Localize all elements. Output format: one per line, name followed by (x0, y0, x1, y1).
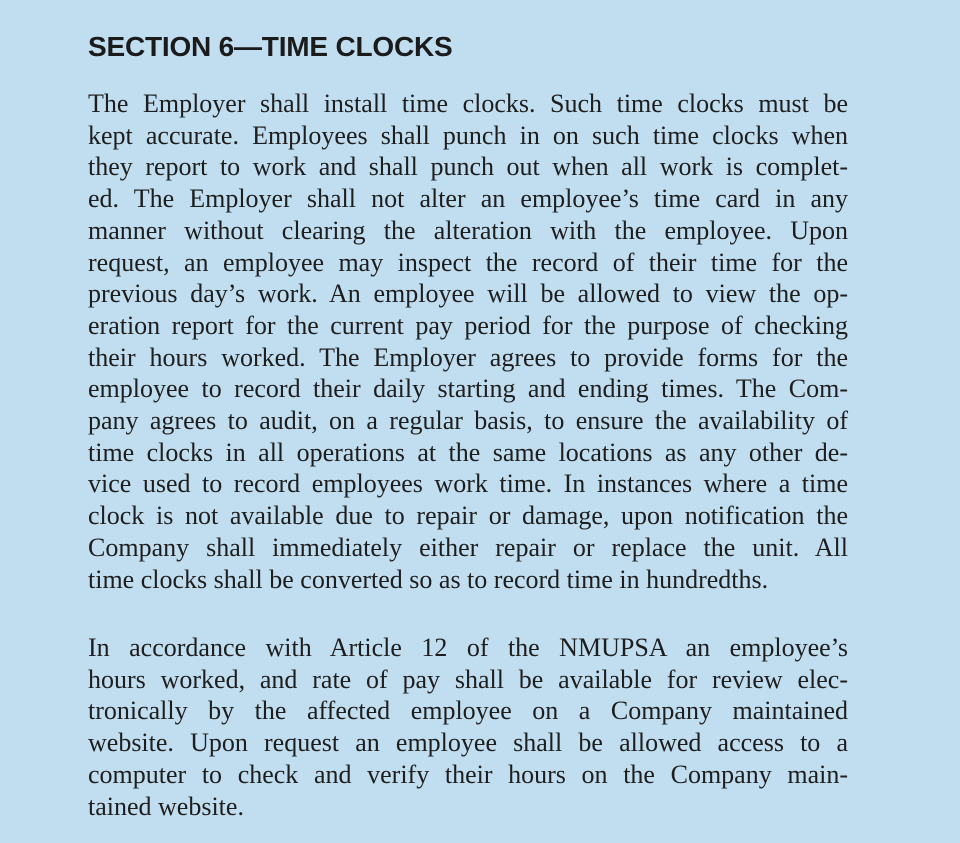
text-line: hours worked, and rate of pay shall be available for review elec- (88, 664, 848, 694)
text-line: manner without clearing the alteration with the employee. Upon (88, 215, 848, 245)
text-line: request, an employee may inspect the record of their time for the (88, 247, 848, 277)
text-line: time clocks in all operations at the same locations as any other de- (88, 437, 848, 467)
text-line: pany agrees to audit, on a regular basis, to ensure the availability of (88, 406, 848, 436)
text-line: ed. The Employer shall not alter an employee’s time card in any (88, 184, 848, 214)
text-line: Company shall immediately either repair or replace the unit. All (88, 532, 848, 562)
text-line: kept accurate. Employees shall punch in on such time clocks when (88, 120, 848, 150)
paragraph-nmupsa (88, 632, 848, 822)
text-line: vice used to record employees work time. In instances where a time (88, 469, 848, 499)
text-line: The Employer shall install time clocks. Such time clocks must be (88, 89, 848, 118)
text-line: tained website. (88, 791, 244, 821)
text-line: tronically by the affected employee on a Company maintained (88, 696, 848, 726)
text-line: previous day’s work. An employee will be allowed to view the op- (88, 279, 848, 309)
section-title: SECTION 6—TIME CLOCKS (88, 31, 453, 62)
text-line: they report to work and shall punch out when all work is complet- (88, 152, 848, 182)
text-line: clock is not available due to repair or damage, upon notification the (88, 501, 848, 531)
text-line: employee to record their daily starting and ending times. The Com- (88, 374, 848, 404)
paragraph-time-clocks (88, 88, 848, 595)
text-line: computer to check and verify their hours on the Company main- (88, 759, 848, 789)
text-line: eration report for the current pay period for the purpose of checking (88, 310, 848, 340)
text-line: time clocks shall be converted so as to record time in hundredths. (88, 564, 769, 594)
text-line: website. Upon request an employee shall be allowed access to a (88, 728, 848, 758)
text-line: their hours worked. The Employer agrees to provide forms for the (88, 342, 848, 372)
text-line: In accordance with Article 12 of the NMUPSA an employee’s (88, 633, 848, 662)
